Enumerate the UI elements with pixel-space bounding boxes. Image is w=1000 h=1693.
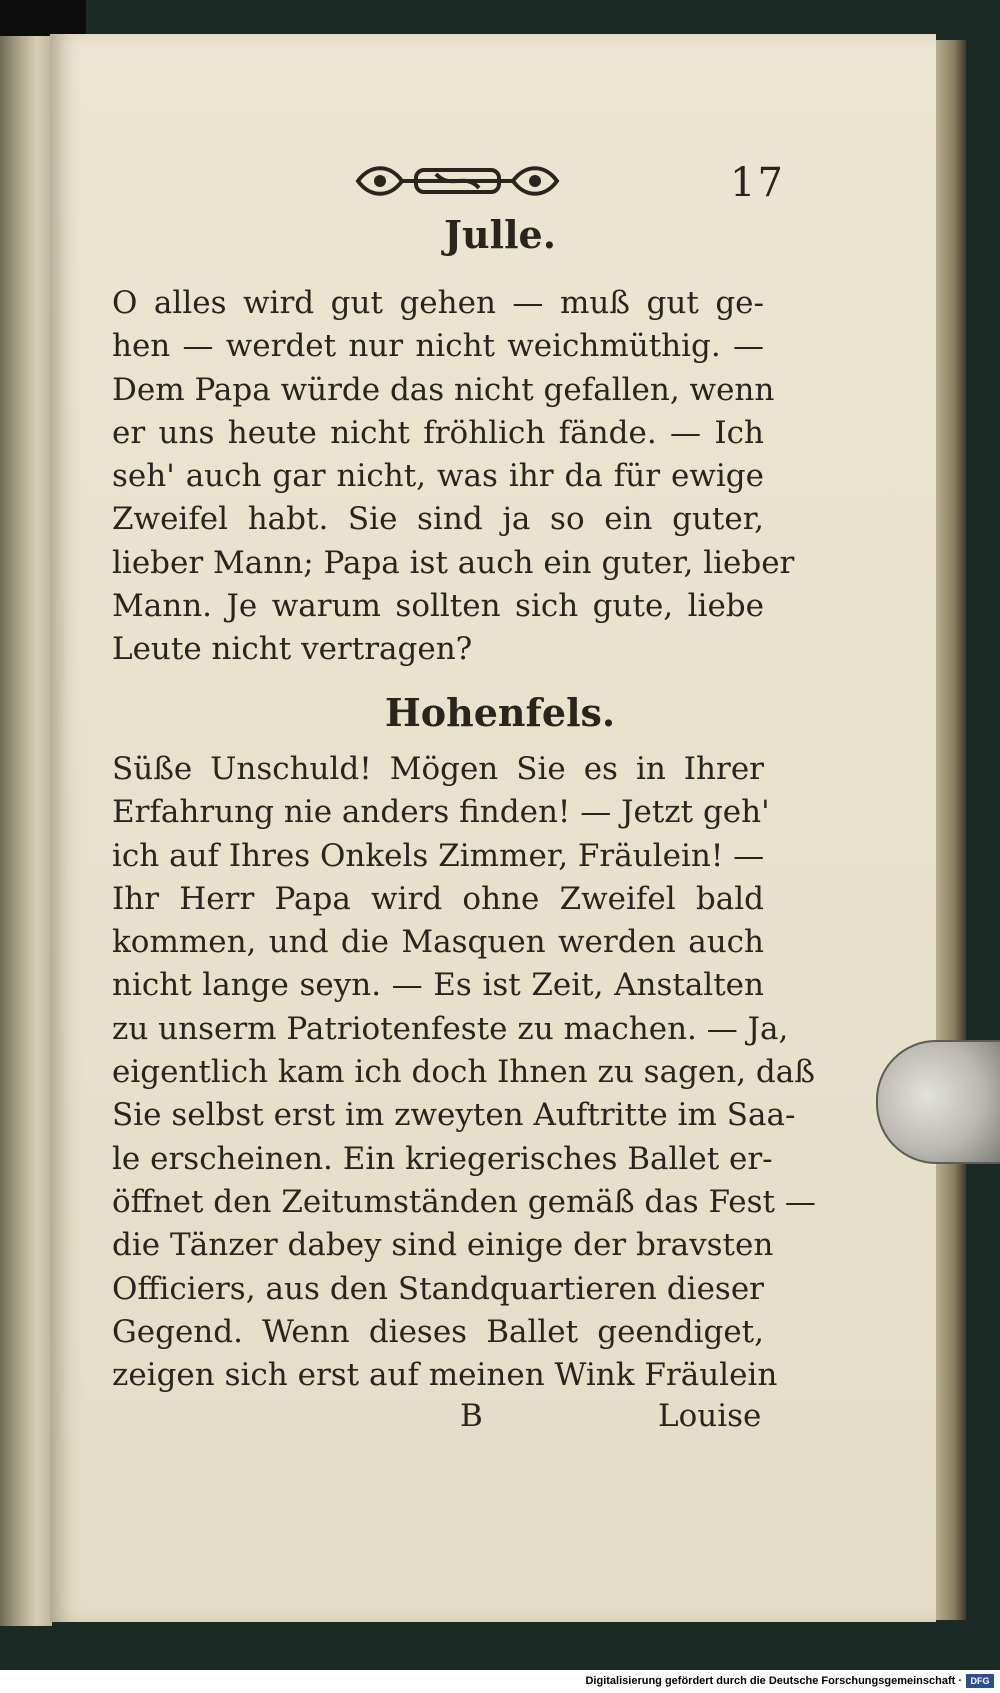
page-edge [936,40,966,1620]
text-line: er uns heute nicht fröhlich fände. — Ich [112,414,764,451]
text-line: Sie selbst erst im zweyten Auftritte im Saa- [112,1097,796,1134]
page-number: 17 [730,160,785,206]
text-line: Officiers, aus den Standquartieren dieser [112,1270,764,1307]
speaker-name: Hohenfels. [384,690,616,735]
scan-corner [0,0,86,36]
text-line: öffnet den Zeitumständen gemäß das Fest — [112,1183,816,1220]
text-line: Erfahrung nie anders finden! — Jetzt geh' [112,794,770,831]
text-line: zu unserm Patriotenfeste zu machen. — Ja, [112,1010,789,1047]
speaker-name: Julle. [444,212,556,257]
text-line: kommen, und die Masquen werden auch [112,924,764,961]
facing-page-edge [0,36,52,1626]
footer-credit: Digitalisierung gefördert durch die Deutsche Forschungsgemeinschaft · [585,1675,962,1687]
text-line: zeigen sich erst auf meinen Wink Fräulein [112,1357,778,1394]
text-line: seh' auch gar nicht, was ihr da für ewige [112,458,764,495]
text-line: nicht lange seyn. — Es ist Zeit, Anstalten [112,967,764,1004]
text-line: die Tänzer dabey sind einige der bravsten [112,1227,774,1264]
text-line: eigentlich kam ich doch Ihnen zu sagen, daß [112,1054,815,1091]
ornament-icon [350,160,565,202]
signature-mark: B [460,1398,483,1434]
paragraph [112,282,795,672]
text-line: Gegend. Wenn dieses Ballet geendiget, [112,1313,764,1350]
text-line: Mann. Je warum sollten sich gute, liebe [112,588,764,625]
footer-bar [0,1670,1000,1693]
text-line: lieber Mann; Papa ist auch ein guter, lieber [112,544,795,581]
catchword: Louise [658,1398,762,1434]
text-line: Dem Papa würde das nicht gefallen, wenn [112,371,775,408]
text-line: Ihr Herr Papa wird ohne Zweifel bald [112,880,764,917]
text-line: le erscheinen. Ein kriegerisches Ballet er- [112,1140,773,1177]
bookmark-clip-icon [876,1040,1000,1164]
text-line: Zweifel habt. Sie sind ja so ein guter, [112,501,764,538]
text-line: O alles wird gut gehen — muß gut ge- [112,285,764,321]
text-line: ich auf Ihres Onkels Zimmer, Fräulein! — [112,837,765,874]
text-line: Leute nicht vertragen? [112,631,473,668]
text-line: Süße Unschuld! Mögen Sie es in Ihrer [112,751,764,787]
paragraph [112,748,816,1397]
dfg-logo-icon: DFG [966,1674,994,1688]
text-line: hen — werdet nur nicht weichmüthig. — [112,328,764,365]
